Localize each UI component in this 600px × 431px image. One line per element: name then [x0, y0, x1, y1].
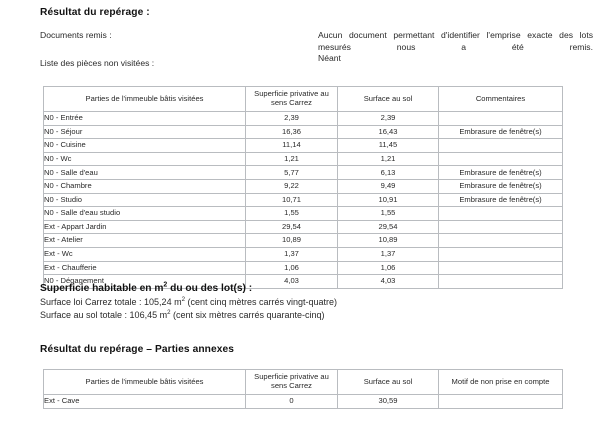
summary-line-sol — [40, 309, 520, 322]
cell-superficie-carrez: 29,54 — [246, 220, 338, 234]
value-pieces-non-visitees: Néant — [318, 53, 341, 64]
cell-superficie-carrez: 0 — [246, 395, 338, 409]
table-row — [44, 125, 563, 139]
cell-commentaire — [439, 139, 563, 153]
table-row — [44, 220, 563, 234]
table-header-row — [44, 370, 563, 395]
cell-surface-au-sol: 9,49 — [338, 179, 439, 193]
cell-superficie-carrez: 9,22 — [246, 179, 338, 193]
cell-partie-name: N0 - Studio — [44, 193, 246, 207]
summary-line-carrez-after: (cent cinq mètres carrés vingt-quatre) — [184, 297, 338, 307]
cell-partie-name: Ext - Wc — [44, 247, 246, 261]
header-surface-au-sol: Surface au sol — [338, 370, 439, 395]
cell-surface-au-sol: 10,89 — [338, 234, 439, 248]
summary-line-sol-superscript: 2 — [167, 309, 171, 317]
cell-partie-name: N0 - Wc — [44, 152, 246, 166]
summary-line-carrez-before: Surface loi Carrez totale : 105,24 m — [40, 297, 182, 307]
table-row — [44, 193, 563, 207]
header-commentaires: Commentaires — [439, 87, 563, 112]
cell-partie-name: Ext - Cave — [44, 395, 246, 409]
summary-line-carrez — [40, 296, 520, 309]
intro-labels — [40, 30, 310, 69]
cell-partie-name: N0 - Dégagement — [44, 275, 246, 289]
header-surface-au-sol: Surface au sol — [338, 87, 439, 112]
cell-surface-au-sol: 1,06 — [338, 261, 439, 275]
table-row — [44, 179, 563, 193]
cell-commentaire: Embrasure de fenêtre(s) — [439, 166, 563, 180]
summary-line-sol-after: (cent six mètres carrés quarante-cinq) — [170, 310, 325, 321]
cell-commentaire: Embrasure de fenêtre(s) — [439, 193, 563, 207]
cell-superficie-carrez: 1,37 — [246, 247, 338, 261]
cell-surface-au-sol: 2,39 — [338, 112, 439, 126]
cell-superficie-carrez: 16,36 — [246, 125, 338, 139]
header-parties: Parties de l'immeuble bâtis visitées — [44, 87, 246, 112]
cell-partie-name: N0 - Cuisine — [44, 139, 246, 153]
cell-surface-au-sol: 1,55 — [338, 207, 439, 221]
cell-commentaire — [439, 261, 563, 275]
cell-surface-au-sol: 6,13 — [338, 166, 439, 180]
cell-partie-name: Ext - Chaufferie — [44, 261, 246, 275]
cell-surface-au-sol: 16,43 — [338, 125, 439, 139]
cell-superficie-carrez: 10,71 — [246, 193, 338, 207]
cell-superficie-carrez: 2,39 — [246, 112, 338, 126]
cell-superficie-carrez: 1,06 — [246, 261, 338, 275]
summary-title — [40, 283, 520, 294]
cell-commentaire — [439, 234, 563, 248]
cell-partie-name: N0 - Chambre — [44, 179, 246, 193]
cell-superficie-carrez: 4,03 — [246, 275, 338, 289]
header-superficie-carrez: Superficie privative au sens Carrez — [246, 370, 338, 395]
cell-commentaire — [439, 207, 563, 221]
cell-surface-au-sol: 11,45 — [338, 139, 439, 153]
value-documents-remis: Aucun document permettant d'identifier l'emprise exacte des lots mesurés nous a été remis. — [318, 30, 593, 52]
label-documents-remis: Documents remis : — [40, 30, 112, 40]
cell-partie-name: N0 - Salle d'eau studio — [44, 207, 246, 221]
cell-commentaire — [439, 220, 563, 234]
header-superficie-carrez: Superficie privative au sens Carrez — [246, 87, 338, 112]
table-header-row — [44, 87, 563, 112]
page-title-releve: Résultat du repérage : — [40, 7, 150, 18]
cell-surface-au-sol: 30,59 — [338, 395, 439, 409]
header-motif-non-prise-en-compte: Motif de non prise en compte — [439, 370, 563, 395]
cell-surface-au-sol: 4,03 — [338, 275, 439, 289]
cell-partie-name: Ext - Atelier — [44, 234, 246, 248]
cell-surface-au-sol: 29,54 — [338, 220, 439, 234]
table-row — [44, 395, 563, 409]
table-parties-visitees — [43, 86, 563, 289]
cell-superficie-carrez: 11,14 — [246, 139, 338, 153]
cell-surface-au-sol: 1,37 — [338, 247, 439, 261]
table-row — [44, 166, 563, 180]
table-row — [44, 152, 563, 166]
cell-motif — [439, 395, 563, 409]
label-pieces-non-visitees: Liste des pièces non visitées : — [40, 57, 155, 68]
cell-surface-au-sol: 1,21 — [338, 152, 439, 166]
summary-title-before: Superficie habitable en m — [40, 283, 164, 294]
table-row — [44, 261, 563, 275]
summary-line-sol-before: Surface au sol totale : 106,45 m — [40, 310, 168, 321]
cell-commentaire: Embrasure de fenêtre(s) — [439, 125, 563, 139]
cell-commentaire: Embrasure de fenêtre(s) — [439, 179, 563, 193]
cell-superficie-carrez: 1,21 — [246, 152, 338, 166]
table-parties-annexes — [43, 369, 563, 409]
table-row — [44, 139, 563, 153]
cell-superficie-carrez: 10,89 — [246, 234, 338, 248]
header-parties: Parties de l'immeuble bâtis visitées — [44, 370, 246, 395]
intro-values — [318, 30, 593, 65]
summary-line-carrez-superscript: 2 — [181, 296, 185, 303]
page-title-annexes: Résultat du repérage – Parties annexes — [40, 344, 235, 355]
cell-partie-name: N0 - Séjour — [44, 125, 246, 139]
cell-partie-name: N0 - Salle d'eau — [44, 166, 246, 180]
cell-commentaire — [439, 247, 563, 261]
cell-superficie-carrez: 5,77 — [246, 166, 338, 180]
table-row — [44, 247, 563, 261]
summary-block — [40, 283, 520, 322]
cell-surface-au-sol: 10,91 — [338, 193, 439, 207]
table-row — [44, 112, 563, 126]
table-row — [44, 234, 563, 248]
cell-commentaire — [439, 152, 563, 166]
table-row — [44, 207, 563, 221]
cell-commentaire — [439, 112, 563, 126]
cell-partie-name: Ext - Appart Jardin — [44, 220, 246, 234]
summary-title-after: du ou des lot(s) : — [167, 283, 253, 294]
summary-title-superscript: 2 — [163, 281, 168, 289]
cell-partie-name: N0 - Entrée — [44, 112, 246, 126]
cell-superficie-carrez: 1,55 — [246, 207, 338, 221]
